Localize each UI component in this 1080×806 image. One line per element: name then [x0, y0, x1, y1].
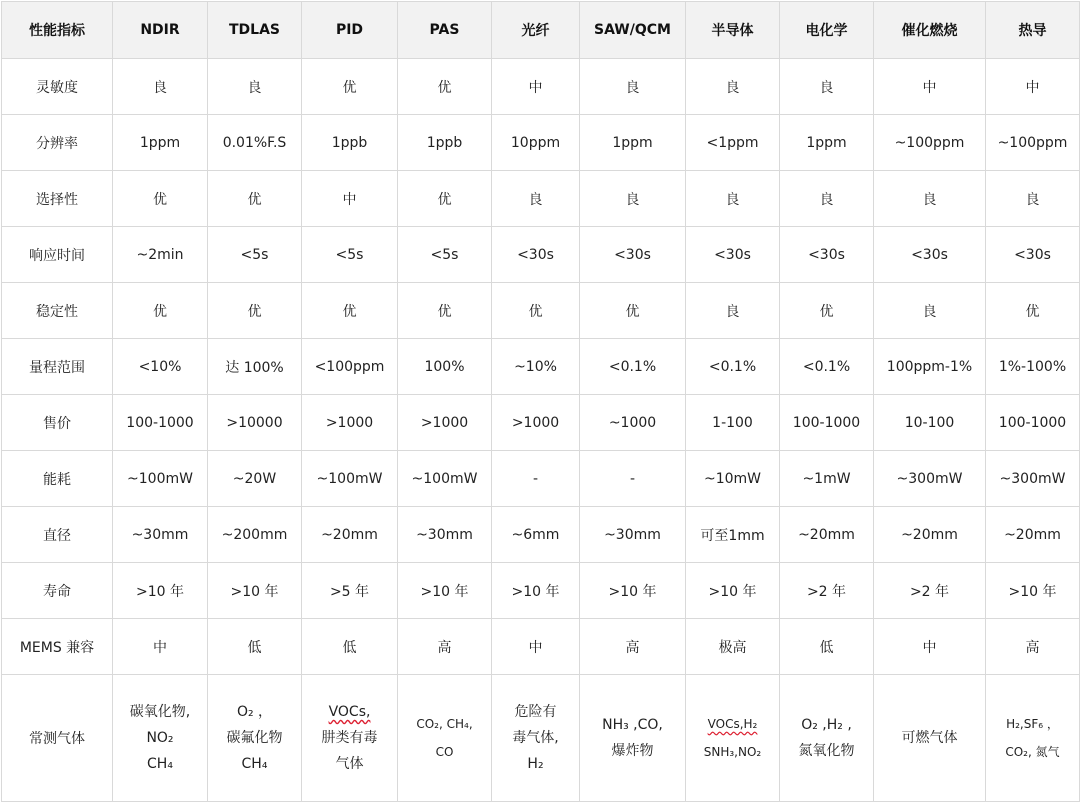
- table-cell: >2 年: [780, 563, 874, 619]
- gases-tdlas-line-3: CH₄: [241, 756, 268, 772]
- table-cell: 100-1000: [113, 395, 208, 451]
- table-cell: >10 年: [208, 563, 302, 619]
- row-label: MEMS 兼容: [2, 619, 113, 675]
- header-sensor-type: NDIR: [113, 2, 208, 59]
- table-cell: 优: [492, 283, 580, 339]
- gases-pas-line-2: CO: [435, 745, 454, 759]
- table-cell: 0.01%F.S: [208, 115, 302, 171]
- table-cell: 优: [398, 171, 492, 227]
- gases-pid-line-2: 肼类有毒: [321, 730, 378, 746]
- row-label: 稳定性: [2, 283, 113, 339]
- table-cell: 中: [874, 59, 986, 115]
- table-cell: 优: [113, 171, 208, 227]
- gases-pid-line-3: 气体: [335, 756, 364, 772]
- table-cell: 中: [113, 619, 208, 675]
- table-cell: <100ppm: [302, 339, 398, 395]
- gases-pas: [398, 675, 492, 802]
- table-cell: 良: [874, 171, 986, 227]
- row-label: 售价: [2, 395, 113, 451]
- table-cell: 1ppm: [113, 115, 208, 171]
- table-cell: 优: [780, 283, 874, 339]
- table-cell: ~100mW: [302, 451, 398, 507]
- table-cell: 低: [302, 619, 398, 675]
- table-cell: <5s: [398, 227, 492, 283]
- table-cell: 1-100: [686, 395, 780, 451]
- table-cell: >10 年: [113, 563, 208, 619]
- table-cell: 良: [492, 171, 580, 227]
- table-cell: >1000: [302, 395, 398, 451]
- header-sensor-type: PID: [302, 2, 398, 59]
- table-cell: 良: [580, 171, 686, 227]
- gases-electro-line-2: 氮氧化物: [798, 743, 855, 759]
- table-row: [2, 115, 1080, 171]
- table-cell: 可至1mm: [686, 507, 780, 563]
- table-cell: >5 年: [302, 563, 398, 619]
- header-row: [2, 2, 1080, 59]
- row-label: 响应时间: [2, 227, 113, 283]
- table-cell: 高: [580, 619, 686, 675]
- table-cell: >10000: [208, 395, 302, 451]
- table-cell: <1ppm: [686, 115, 780, 171]
- table-cell: 优: [398, 59, 492, 115]
- table-row: [2, 227, 1080, 283]
- table-cell: 中: [302, 171, 398, 227]
- table-cell: 1ppm: [780, 115, 874, 171]
- table-cell: 中: [874, 619, 986, 675]
- table-cell: 优: [208, 283, 302, 339]
- row-label: 量程范围: [2, 339, 113, 395]
- table-row: [2, 563, 1080, 619]
- table-cell: 良: [580, 59, 686, 115]
- table-cell: ~10mW: [686, 451, 780, 507]
- table-cell: 优: [580, 283, 686, 339]
- table-cell: 中: [986, 59, 1080, 115]
- table-cell: <0.1%: [580, 339, 686, 395]
- gases-ndir-line-2: NO₂: [146, 730, 174, 746]
- table-row: [2, 283, 1080, 339]
- row-label: 寿命: [2, 563, 113, 619]
- row-label: 分辨率: [2, 115, 113, 171]
- gases-fiber-line-2: 毒气体,: [512, 730, 559, 746]
- table-row: [2, 59, 1080, 115]
- table-cell: 10-100: [874, 395, 986, 451]
- table-cell: 1ppb: [398, 115, 492, 171]
- table-row-gases: [2, 675, 1080, 802]
- table-cell: 中: [492, 59, 580, 115]
- gases-saw-line-2: 爆炸物: [611, 743, 654, 759]
- table-row: [2, 507, 1080, 563]
- row-label-gases: 常测气体: [2, 675, 113, 802]
- gases-tdlas-line-2: 碳氟化物: [226, 730, 283, 746]
- gases-ndir: [113, 675, 208, 802]
- gases-saw-line-1: NH₃ ,CO,: [602, 717, 663, 733]
- table-cell: ~20W: [208, 451, 302, 507]
- table-cell: 良: [113, 59, 208, 115]
- table-cell: 良: [208, 59, 302, 115]
- table-cell: ~30mm: [398, 507, 492, 563]
- table-cell: ~20mm: [302, 507, 398, 563]
- table-cell: ~30mm: [113, 507, 208, 563]
- table-cell: 优: [208, 171, 302, 227]
- gases-catalytic: [874, 675, 986, 802]
- table-cell: ~2min: [113, 227, 208, 283]
- table-row: [2, 395, 1080, 451]
- table-cell: <30s: [986, 227, 1080, 283]
- table-cell: <30s: [780, 227, 874, 283]
- table-cell: <10%: [113, 339, 208, 395]
- table-cell: ~100mW: [398, 451, 492, 507]
- table-cell: <30s: [492, 227, 580, 283]
- table-cell: >1000: [398, 395, 492, 451]
- gases-saw: [580, 675, 686, 802]
- gases-pid-line-1: VOCs,: [328, 704, 371, 720]
- gas-sensor-comparison-table: [1, 1, 1080, 802]
- gases-ndir-line-1: 碳氧化物,: [129, 704, 191, 720]
- table-cell: ~20mm: [874, 507, 986, 563]
- table-cell: ~100ppm: [986, 115, 1080, 171]
- table-cell: <5s: [208, 227, 302, 283]
- gases-semiconductor: [686, 675, 780, 802]
- row-label: 直径: [2, 507, 113, 563]
- table-cell: 100%: [398, 339, 492, 395]
- header-sensor-type: TDLAS: [208, 2, 302, 59]
- table-cell: 100-1000: [780, 395, 874, 451]
- table-cell: 优: [986, 283, 1080, 339]
- table-cell: ~10%: [492, 339, 580, 395]
- header-metric: 性能指标: [2, 2, 113, 59]
- table-cell: 100ppm-1%: [874, 339, 986, 395]
- gases-fiber-line-3: H₂: [527, 756, 544, 772]
- table-cell: 良: [780, 171, 874, 227]
- table-cell: <30s: [580, 227, 686, 283]
- table-cell: ~1mW: [780, 451, 874, 507]
- header-sensor-type: 半导体: [686, 2, 780, 59]
- table-cell: 1%-100%: [986, 339, 1080, 395]
- table-cell: 10ppm: [492, 115, 580, 171]
- table-cell: ~100ppm: [874, 115, 986, 171]
- table-cell: 良: [874, 283, 986, 339]
- header-sensor-type: 光纤: [492, 2, 580, 59]
- gases-catalytic-line-1: 可燃气体: [901, 730, 958, 746]
- table-cell: 1ppm: [580, 115, 686, 171]
- table-cell: <5s: [302, 227, 398, 283]
- table-cell: 优: [398, 283, 492, 339]
- table-cell: >1000: [492, 395, 580, 451]
- table-cell: 中: [492, 619, 580, 675]
- gases-tdlas-line-1: O₂ ，: [236, 704, 273, 720]
- table-cell: 达 100%: [208, 339, 302, 395]
- gases-pid: [302, 675, 398, 802]
- table-cell: 优: [113, 283, 208, 339]
- table-cell: 优: [302, 283, 398, 339]
- row-label: 选择性: [2, 171, 113, 227]
- row-label: 能耗: [2, 451, 113, 507]
- table-cell: 极高: [686, 619, 780, 675]
- table-cell: <0.1%: [686, 339, 780, 395]
- gases-thermal-line-2: CO₂, 氮气: [1005, 745, 1060, 759]
- table-cell: <30s: [686, 227, 780, 283]
- table-cell: >2 年: [874, 563, 986, 619]
- table-cell: <30s: [874, 227, 986, 283]
- table-cell: <0.1%: [780, 339, 874, 395]
- gases-fiber-line-1: 危险有: [514, 704, 557, 720]
- table-cell: >10 年: [492, 563, 580, 619]
- table-cell: 良: [780, 59, 874, 115]
- header-sensor-type: SAW/QCM: [580, 2, 686, 59]
- table-cell: ~1000: [580, 395, 686, 451]
- table-cell: -: [492, 451, 580, 507]
- gases-semi-line-2: SNH₃,NO₂: [703, 745, 762, 759]
- gases-pas-line-1: CO₂, CH₄,: [416, 717, 473, 731]
- table-cell: >10 年: [580, 563, 686, 619]
- gases-thermal-line-1: H₂,SF₆ ，: [1006, 717, 1059, 731]
- table-cell: 高: [986, 619, 1080, 675]
- table-cell: ~20mm: [780, 507, 874, 563]
- gases-electrochemical: [780, 675, 874, 802]
- gases-thermal: [986, 675, 1080, 802]
- table-row: [2, 451, 1080, 507]
- table-cell: -: [580, 451, 686, 507]
- table-cell: ~100mW: [113, 451, 208, 507]
- table-cell: ~300mW: [986, 451, 1080, 507]
- table-cell: 优: [302, 59, 398, 115]
- gases-tdlas: [208, 675, 302, 802]
- gases-ndir-line-3: CH₄: [147, 756, 173, 772]
- gases-semi-line-1: VOCs,H₂: [707, 717, 758, 731]
- table-cell: 高: [398, 619, 492, 675]
- table-cell: 1ppb: [302, 115, 398, 171]
- table-cell: 低: [780, 619, 874, 675]
- header-sensor-type: 热导: [986, 2, 1080, 59]
- table-cell: 良: [686, 283, 780, 339]
- table-cell: 良: [986, 171, 1080, 227]
- gases-fiber: [492, 675, 580, 802]
- table-cell: ~300mW: [874, 451, 986, 507]
- table-cell: >10 年: [398, 563, 492, 619]
- table-cell: 低: [208, 619, 302, 675]
- table-cell: ~30mm: [580, 507, 686, 563]
- header-sensor-type: 催化燃烧: [874, 2, 986, 59]
- header-sensor-type: 电化学: [780, 2, 874, 59]
- table-row: [2, 339, 1080, 395]
- table-cell: ~200mm: [208, 507, 302, 563]
- table-cell: 良: [686, 59, 780, 115]
- table-cell: ~6mm: [492, 507, 580, 563]
- table-row: [2, 171, 1080, 227]
- table-row: [2, 619, 1080, 675]
- gases-electro-line-1: O₂ ,H₂ ,: [801, 717, 852, 733]
- row-label: 灵敏度: [2, 59, 113, 115]
- table-cell: ~20mm: [986, 507, 1080, 563]
- table-cell: >10 年: [686, 563, 780, 619]
- table-cell: 100-1000: [986, 395, 1080, 451]
- table-cell: 良: [686, 171, 780, 227]
- header-sensor-type: PAS: [398, 2, 492, 59]
- table-cell: >10 年: [986, 563, 1080, 619]
